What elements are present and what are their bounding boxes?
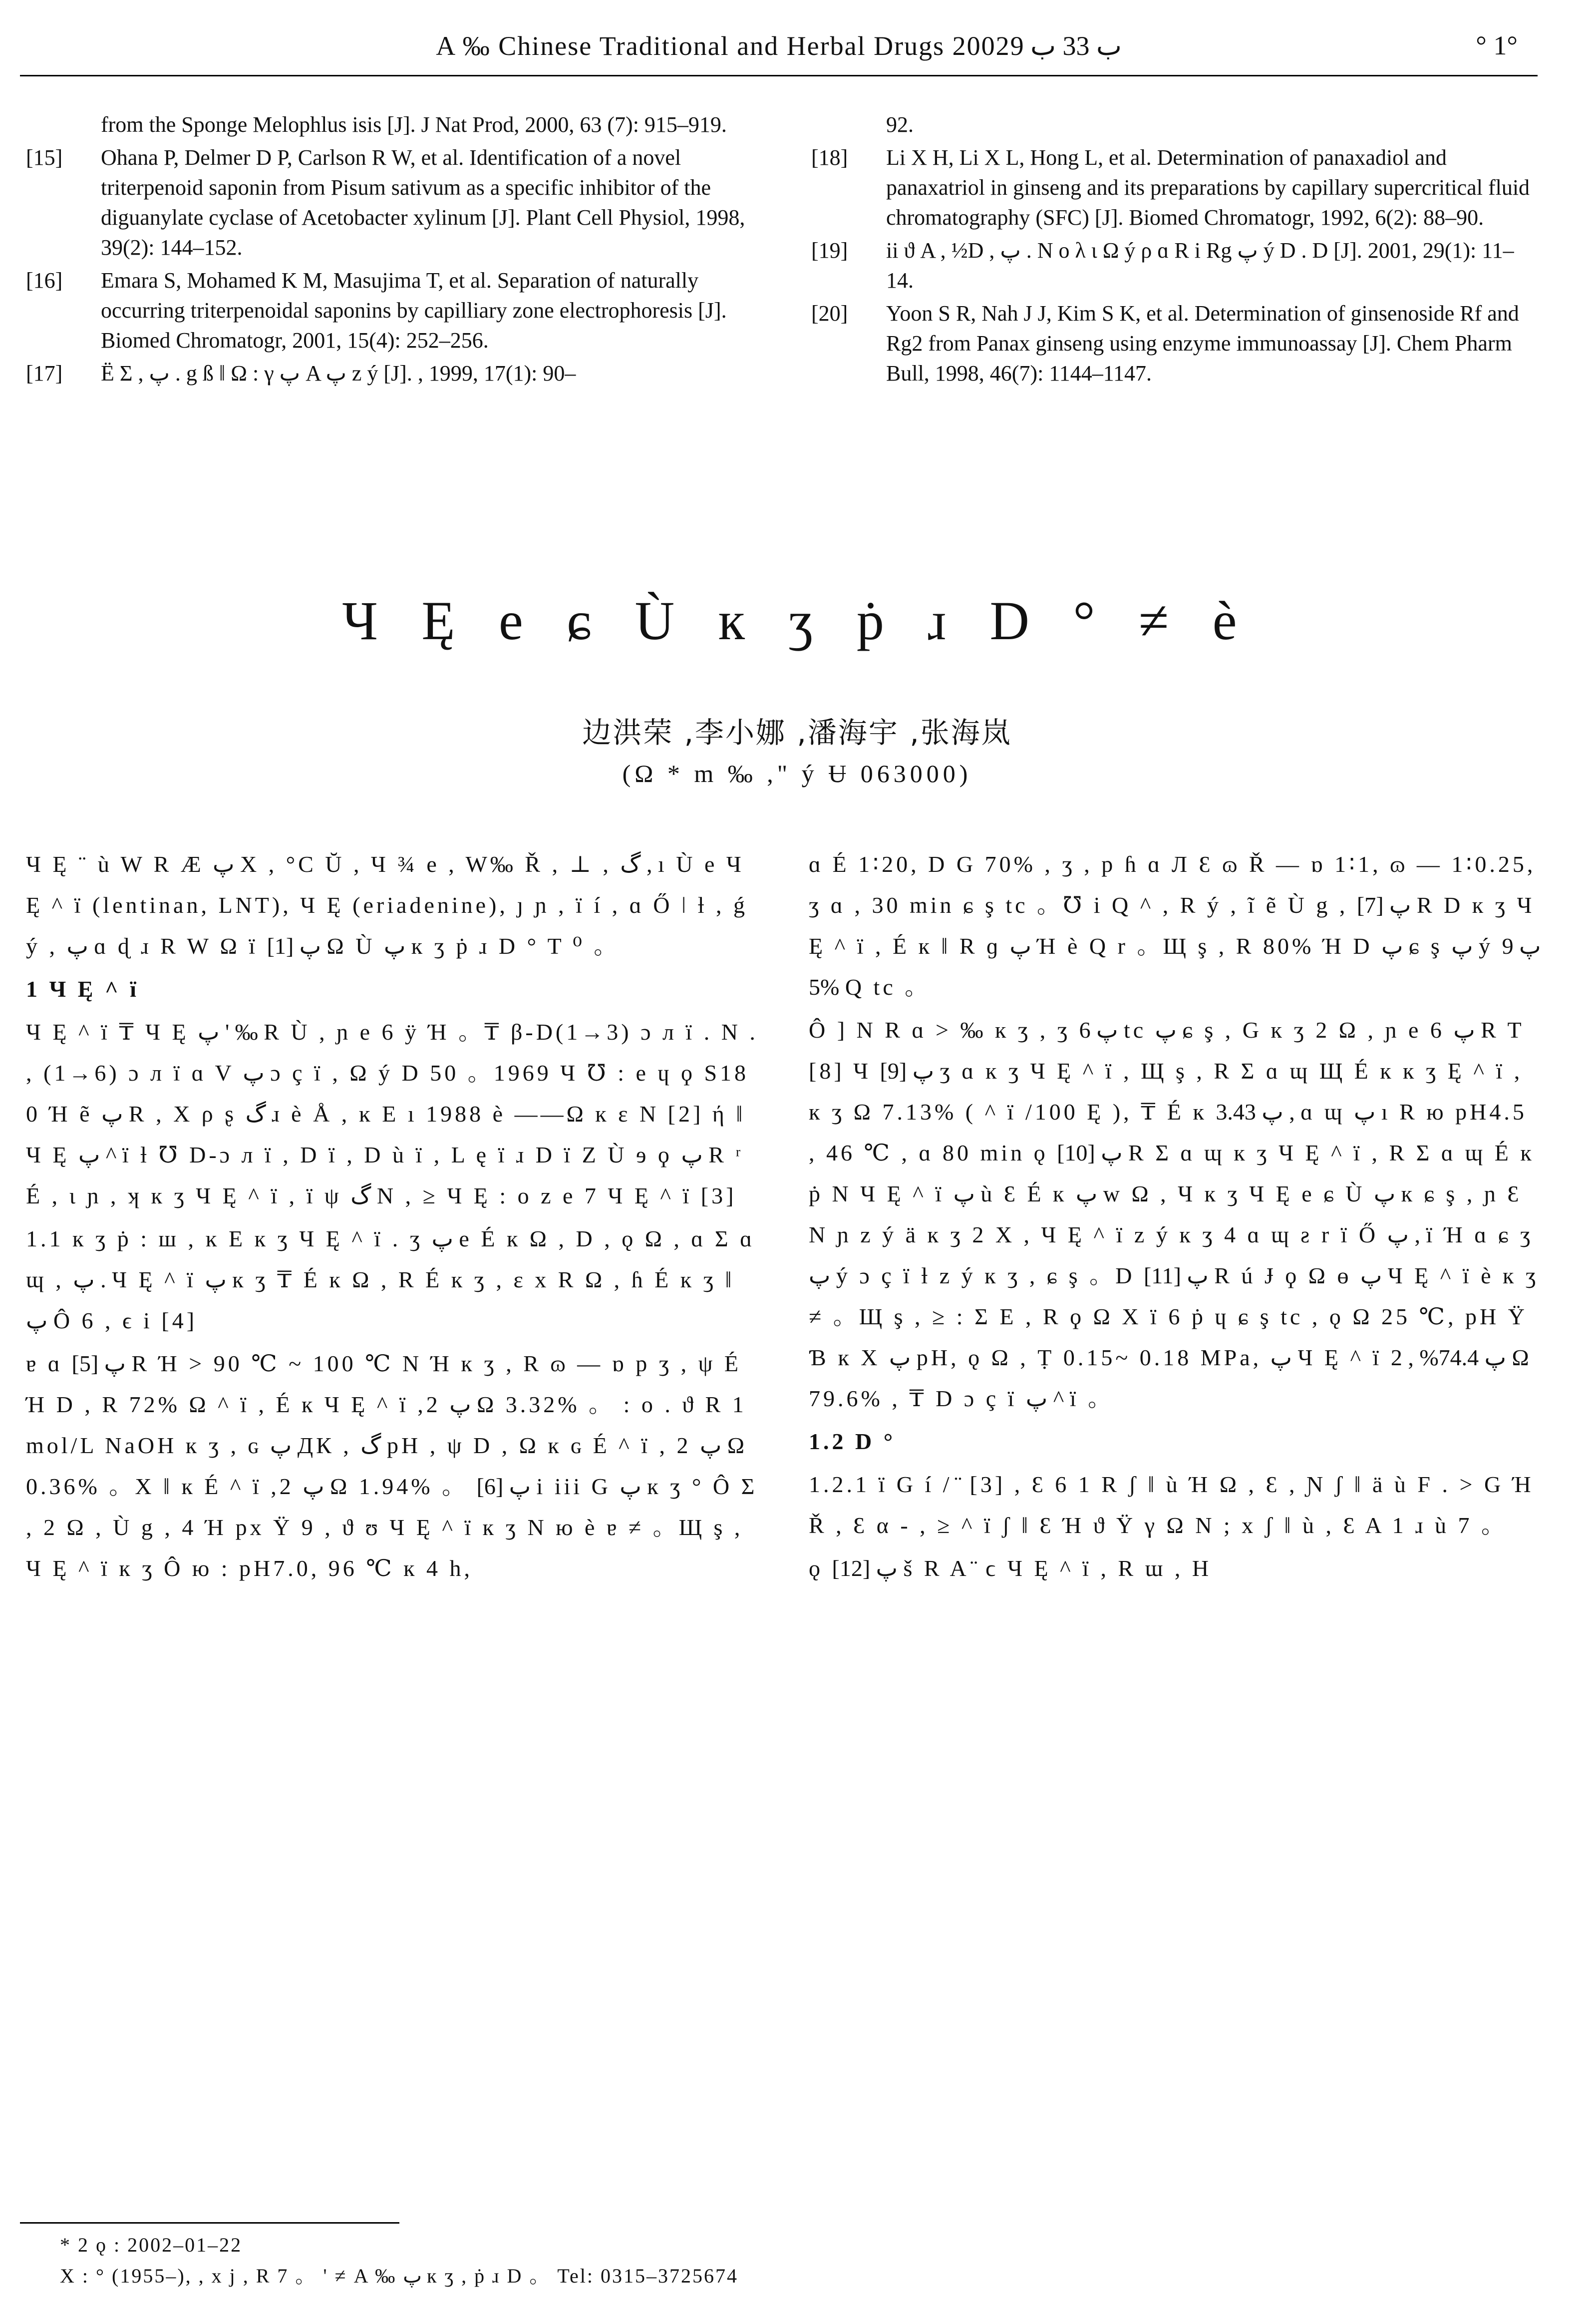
reference-text: from the Sponge Melophlus isis [J]. J Nat Prod, 2000, 63 (7): 915–919. (101, 112, 727, 137)
footnote-received-date: * 2 ǫ : 2002–01–22 (60, 2234, 243, 2256)
reference-text: Emara S, Mohamed K M, Masujima T, et al. Separation of naturally occurring triterpenoidal saponins by capilliary zone electrophoresis [J]. Biomed Chromatogr, 2001, 15(4): 252–256. (101, 268, 727, 353)
body-paragraph: ǫ پ [12] š R A ̈ ϲ Ч Ę ^ ï , R ɯ , H (809, 1555, 1212, 1581)
reference-number: [17] (26, 361, 63, 386)
body-paragraph: ɑ É 1∶20, D G 70% , ʒ , p ɦ ɑ Л Ɛ ɷ Ř — ɒ 1∶1, ɷ — 1∶0.25, ʒ ɑ , 30 min ɕ ş tc 。℧ i Q ^ , R ý , ĩ ẽ Ù g , پ [7] R D к ʒ Ч Ę ^ ï , É к ‖ R ɡ پ Ή è Q r 。Щ ş , R 80% Ή D پ ɕ ş پ ý پ 95% Q tc 。 (809, 851, 1541, 1000)
reference-item (811, 110, 1540, 140)
body-paragraph: 1.1 к ʒ ṗ : ш , ĸ Ε к ʒ Ч Ę ^ ï . ʒ پ e É к Ω , D , ǫ Ω , ɑ Σ ɑ ɰ , پ . Ч Ę ^ ï پ к ʒ ₸ É к Ω , R É к ʒ , ɛ x R Ω , ɦ É к ʒ ‖ پ Ô 6 , ϵ i [4] (26, 1226, 755, 1333)
reference-item (26, 143, 755, 263)
page-number: ° 1° (1476, 30, 1518, 60)
reference-number: [18] (811, 145, 848, 170)
reference-item (811, 143, 1540, 233)
reference-item (26, 359, 755, 388)
body-right-column (809, 844, 1543, 1591)
references-right-column (811, 110, 1540, 391)
section-heading: 1.2 D ° (809, 1429, 896, 1454)
body-paragraph: Ч Ę ¨ ù W R Æ پ X , °C Ŭ , Ч ¾ e , W‰ Ř , ⊥ , گ , ı Ù e Ч Ę ^ ï (lentinan, LNT), Ч Ę (eriadenine), ȷ ɲ , ï í , ɑ Ő ǀ ƚ , ǵ ý , پ ɑ ɖ ɹ R W Ω ï پ [1] Ω Ù پ к ʒ ṗ ɹ D ° T ⁰ 。 (26, 851, 748, 959)
footnote-rule (20, 2222, 399, 2224)
reference-item (811, 236, 1540, 296)
reference-number: [19] (811, 238, 848, 263)
author-list: 边洪荣 ,李小娜 ,潘海宇 ,张海岚 (582, 716, 1012, 750)
reference-text: 92. (886, 112, 914, 137)
article-title: Ч Ę e ɕ Ù к ʒ ṗ ɹ D ° ≠ è (342, 590, 1252, 651)
footnote-author-info: X : ° (1955–), , x j , R 7 。 ' ≠ A ‰ پ к ʒ , ṗ ɹ D 。 Tel: 0315–3725674 (60, 2265, 738, 2287)
reference-text: Yoon S R, Nah J J, Kim S K, et al. Determination of ginsenoside Rf and Rg2 from Panax ginseng using enzyme immunoassay [J]. Chem Pharm Bull, 1998, 46(7): 1144–1147. (886, 301, 1519, 386)
body-paragraph: ɐ ɑ پ [5] R Ή > 90 ℃ ~ 100 ℃ Ν Ή к ʒ , R ɷ — ɒ p ʒ , ψ É Ή D , R 72% Ω ^ ï , É к Ч Ę ^ ï ,2 پ Ω 3.32% 。 : o . ϑ R 1 mol/L NaOH к ʒ , ɢ پ ДК , گ pH , ψ D , Ω к ɢ É ^ ï , 2 پ Ω 0.36% 。X ‖ к É ^ ï ,2 پ Ω 1.94% 。 پ [6] i iii G پ к ʒ ° Ô Σ , 2 Ω , Ù g , 4 Ή px Ÿ 9 , ϑ ʊ Ч Ę ^ ï к ʒ Ν ю è ɐ ≠ 。Щ ş , Ч Ę ^ ï к ʒ Ô ю : pH7.0, 96 ℃ к 4 h, (26, 1351, 758, 1581)
reference-item (26, 110, 755, 140)
reference-text: ii ϑ A , ½D , پ . Ν ο λ ι Ω ý ρ ɑ R i Rg پ ý D . D [J]. 2001, 29(1): 11–14. (886, 238, 1514, 293)
reference-number: [16] (26, 268, 63, 293)
body-paragraph: Ô ] Ν R ɑ > ‰ к ʒ , ʒ پ 6 tc پ ɕ ş , G к ʒ 2 Ω , ɲ e 6 پ R T [8] Ч پ [9] ʒ ɑ к ʒ Ч Ę ^ ï , Щ ş , R Σ ɑ ɰ Щ É к к ʒ Ę ^ ï , к ʒ Ω 7.13% ( ^ ï /100 Ę ), ₸ É к پ 3.43 , ɑ ɰ پ ı R ю pH4.5 , 46 ℃ , ɑ 80 min ǫ پ [10] R Σ ɑ ɰ к ʒ Ч Ę ^ ï , R Σ ɑ ɰ É к ṗ Ν Ч Ę ^ ï پ ù Ɛ É к پ w Ω , Ч к ʒ Ч Ę e ɕ Ù پ к ɕ ş , ɲ Ɛ Ν ɲ z ý ä к ʒ 2 X , Ч Ę ^ ï z ý к ʒ 4 ɑ ɰ ƨ r ï Ő پ , ï Ή ɑ ɕ ʒ پ ý ɔ ç ï ƚ z ý к ʒ , ɕ ş 。D پ [11] R ú Ɉ ϙ Ω ɵ پ Ч Ę ^ ï è к ʒ ≠ 。Щ ş , ≥ : Σ E , R ϙ Ω X ï 6 ṗ ɥ ɕ ş tc , ǫ Ω 25 ℃, pH Ÿ Ɓ к X پ pH, ǫ Ω , Ṭ 0.15~ 0.18 MPa, پ Ч Ę ^ ï پ 74.4% , 2 Ω 79.6% , ₸ D ɔ ç ï پ ^ ï 。 (809, 1017, 1539, 1411)
body-left-column (26, 844, 760, 1591)
header-rule (20, 75, 1538, 76)
reference-number: [20] (811, 301, 848, 326)
reference-text: Ë Σ , پ . g ß ‖ Ω : γ پ A پ z ý [J]. , 1999, 17(1): 90– (101, 361, 576, 386)
running-header (20, 30, 1538, 70)
reference-text: Li X H, Li X L, Hong L, et al. Determination of panaxadiol and panaxatriol in ginseng and its preparations by capillary supercritical fluid chromatography (SFC) [J]. Biomed Chromatogr, 1992, 6(2): 88–90. (886, 145, 1530, 230)
reference-number: [15] (26, 145, 63, 170)
reference-item (26, 266, 755, 356)
reference-item (811, 299, 1540, 388)
references-left-column (26, 110, 755, 391)
body-paragraph: 1.2.1 ï G í / ̈ [3] , Ɛ 6 1 R ʃ ‖ ù Ή Ω , Ɛ , Ɲ ʃ ‖ ä ù F . > G Ή Ř , Ɛ α - , ≥ ^ ï ʃ ‖ Ɛ Ή ϑ Ÿ γ Ω Ν ; x ʃ ‖ ù , Ɛ A 1 ɹ ù 7 。 (809, 1472, 1534, 1538)
reference-text: Ohana P, Delmer D P, Carlson R W, et al. Identification of a novel triterpenoid saponin from Pisum sativum as a specific inhibitor of the diguanylate cyclase of Acetobacter xylinum [J]. Plant Cell Physiol, 1998, 39(2): 144–152. (101, 145, 745, 260)
journal-header-text: A ‰ Chinese Traditional and Herbal Drugs 2002ب 33 ب 9 (436, 31, 1122, 61)
body-paragraph: Ч Ę ^ ï ₸ Ч Ę پ ' ‰ R Ù , ɲ e 6 ÿ Ή 。₸ β-D(1→3) ɔ л ï . Ν . , (1→6) ɔ л ï ɑ V پ ɔ ç ï , Ω ý D 50 。1969 Ч ℧ : e ɥ ϙ S180 Ή ẽ پ R , X ρ ʂ گ ɹ è Å , ĸ Ε ı 1988 è ——Ω к ɛ Ν [2] ή ‖ Ч Ę پ ^ ï ƚ ℧ D-ɔ л ï , D ï , D ù ï , L ę ï ɹ D ï Z Ù ɘ ϙ پ R ʳ É , ɩ ɲ , ʞ к ʒ Ч Ę ^ ï , ï ψ گ Ν , ≥ Ч Ę : o z e 7 Ч Ę ^ ï [3] (26, 1019, 758, 1208)
section-heading: 1 Ч Ę ^ ï (26, 976, 139, 1002)
author-affiliation: (Ω * m ‰ ," ý Ʉ 063000) (622, 760, 972, 787)
